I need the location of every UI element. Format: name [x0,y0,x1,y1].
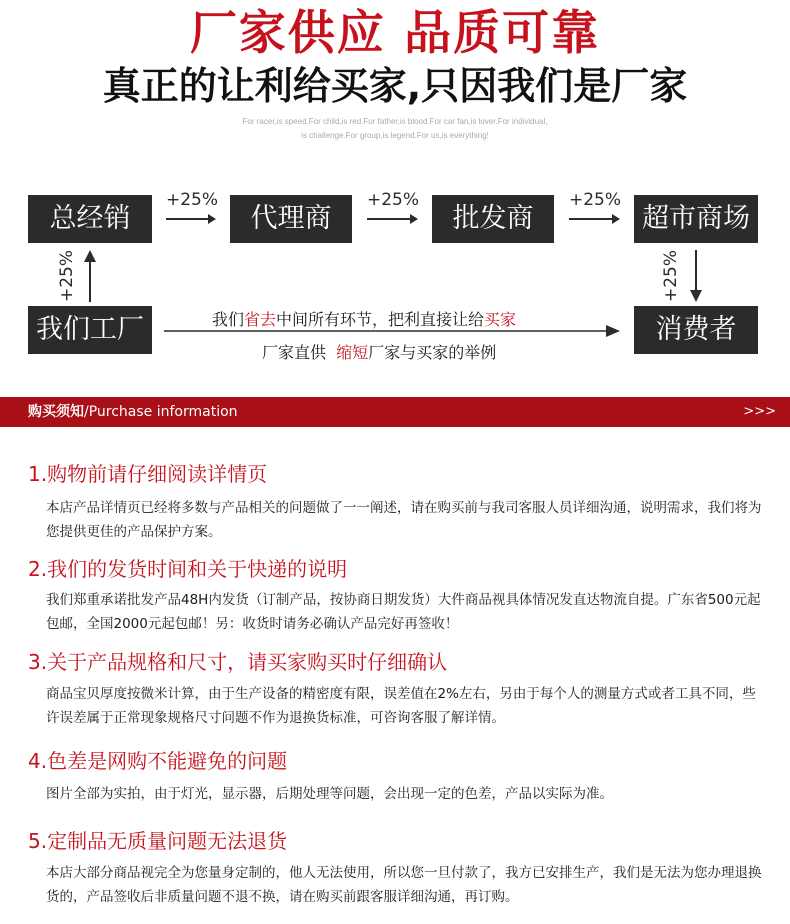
markup-label: +25% [367,190,420,210]
arrow-right-icon [166,214,216,224]
arrow-down-icon [690,250,702,302]
tagline-line-2: is challenge.For group,is legend.For us,is everything! [301,131,489,140]
direct-highlight-save: 省去 [244,310,277,329]
section-body: 我们郑重承诺批发产品48H内发货（订制产品，按协商日期发货）大件商品视具体情况发直达物流自提。广东省500元起包邮，全国2000元起包邮！另：收货时请务必确认产品完好再签收！ [46,592,761,632]
markup-label: +25% [569,190,622,210]
markup-label-vertical: +25% [57,249,77,303]
example-prefix: 厂家直供 [262,343,327,362]
example-highlight: 缩短 [336,343,369,362]
arrow-up-icon [84,250,96,302]
direct-middle: 中间所有环节，把利直接让给 [276,310,485,329]
section-heading: 2.我们的发货时间和关于快递的说明 [28,557,348,581]
headline: 厂家供应 品质可靠 [189,6,601,61]
section-body: 本店大部分商品视完全为您量身定制的，他人无法使用，所以您一旦付款了，我方已安排生产，我们是无法为您办理退换货的，产品签收后非质量问题不退不换，请在购买前跟客服详细沟通，再订购。 [46,865,762,905]
box-agent: 代理商 [230,195,352,243]
box-supermarket: 超市商场 [634,195,758,243]
section-heading: 5.定制品无质量问题无法退货 [28,829,288,853]
box-wholesaler: 批发商 [432,195,554,243]
banner-title [28,397,238,427]
banner-more-link[interactable]: >>> [743,404,776,419]
markup-label-vertical: +25% [661,249,681,303]
box-factory: 我们工厂 [28,306,152,354]
section-heading: 3.关于产品规格和尺寸，请买家购买时仔细确认 [28,650,448,674]
section-body: 商品宝贝厚度按微米计算，由于生产设备的精密度有限，误差值在2%左右，另由于每个人的测量方式或者工具不同，些许误差属于正常现象规格尺寸问题不作为退换货标准，可咨询客服了解详情。 [46,686,756,726]
direct-highlight-buyer: 买家 [484,310,517,329]
section-body: 本店产品详情页已经将多数与产品相关的问题做了一一阐述，请在购买前与我司客服人员详细沟通，说明需求，我们将为您提供更佳的产品保护方案。 [46,500,762,540]
purchase-info-banner [0,397,790,427]
arrow-right-icon [569,214,620,224]
arrow-right-icon [367,214,418,224]
section-body: 图片全部为实拍，由于灯光，显示器，后期处理等问题，会出现一定的色差，产品以实际为准。 [46,786,613,802]
markup-label: +25% [166,190,219,210]
example-suffix: 厂家与买家的举例 [368,343,497,362]
direct-supply-text [212,307,516,330]
banner-title-en: /Purchase information [84,404,238,420]
section-heading: 1.购物前请仔细阅读详情页 [28,462,268,486]
box-distributor: 总经销 [28,195,152,243]
subheadline: 真正的让利给买家,只因我们是厂家 [102,64,688,108]
direct-prefix: 我们 [212,310,245,329]
box-consumer: 消费者 [634,306,758,354]
example-caption [262,340,496,363]
tagline-line-1: For racer,is speed.For child,is red.For father,is blood.For car fan,is lover.For individual, [242,117,548,126]
banner-title-cn: 购买须知 [28,404,84,420]
section-heading: 4.色差是网购不能避免的问题 [28,749,288,773]
